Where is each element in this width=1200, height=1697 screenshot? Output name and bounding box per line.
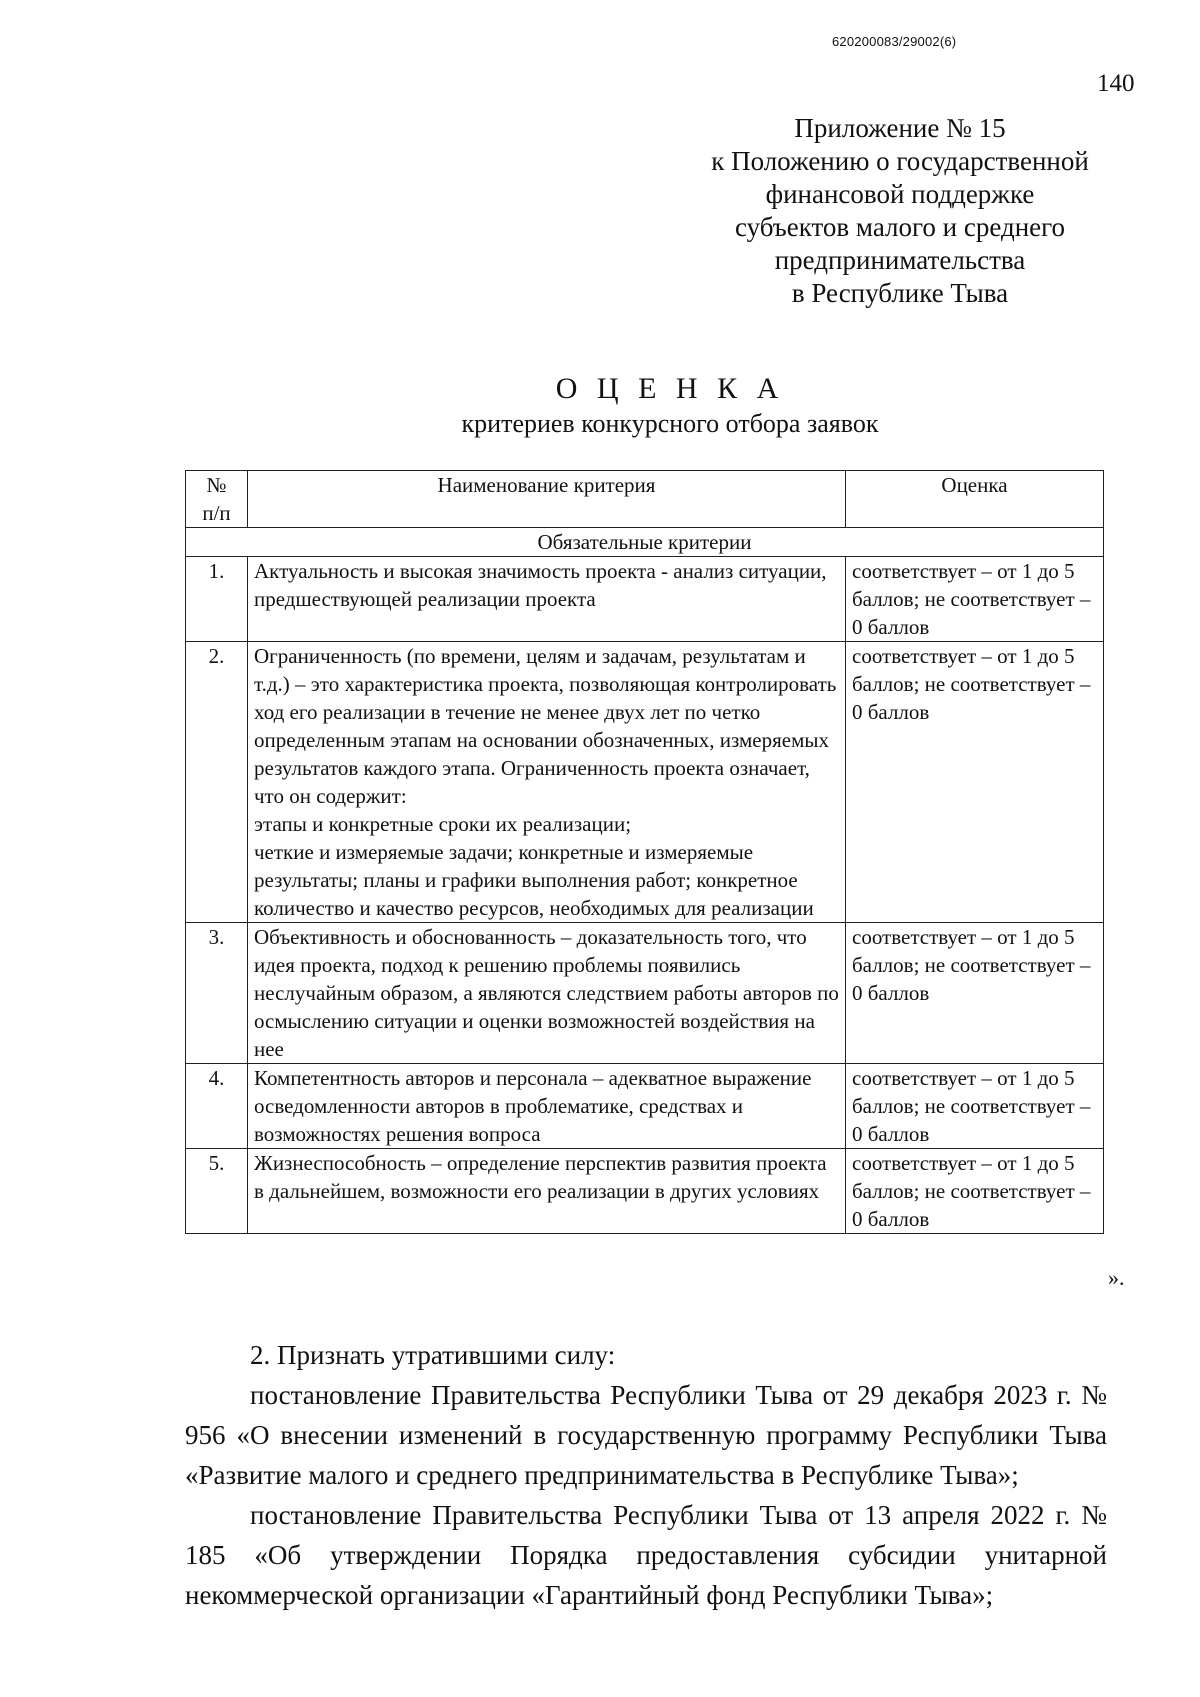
criterion-name xyxy=(248,642,846,923)
appendix-line: Приложение № 15 xyxy=(794,113,1006,143)
appendix-line: в Республике Тыва xyxy=(791,278,1009,308)
section-title: Обязательные критерии xyxy=(186,528,1104,557)
body-paragraph: постановление Правительства Республики Тыва от 29 декабря 2023 г. № 956 «О внесении изменений в государственную программу Республики Тыва «Развитие малого и среднего предпринимательства в Республике Тыва»; xyxy=(185,1380,1107,1490)
criterion-score: соответствует – от 1 до 5 баллов; не соответствует – 0 баллов xyxy=(846,1149,1104,1234)
criterion-name-part: Ограниченность (по времени, целям и задачам, результатам и т.д.) – это характеристика проекта, позволяющая контролировать ход его реализации в течение не менее двух лет по четко определенным этапам на основании обозначенных, измеряемых результатов каждого этапа. Ограниченность проекта означает, что он содержит: xyxy=(254,644,837,808)
criterion-name: Компетентность авторов и персонала – адекватное выражение осведомленности авторов в проблематике, средствах и возможностях решения вопроса xyxy=(248,1064,846,1149)
table-row xyxy=(186,1149,1104,1234)
criteria-table xyxy=(185,470,1104,1234)
criterion-score: соответствует – от 1 до 5 баллов; не соответствует – 0 баллов xyxy=(846,557,1104,642)
appendix-line: финансовой поддержке xyxy=(765,179,1035,209)
column-header-score: Оценка xyxy=(846,471,1104,528)
criterion-score: соответствует – от 1 до 5 баллов; не соответствует – 0 баллов xyxy=(846,642,1104,923)
document-subtitle: критериев конкурсного отбора заявок xyxy=(461,409,879,438)
table-row xyxy=(186,557,1104,642)
criterion-name: Жизнеспособность – определение перспектив развития проекта в дальнейшем, возможности его реализации в других условиях xyxy=(248,1149,846,1234)
body-item-2: 2. Признать утратившими силу: xyxy=(250,1340,616,1370)
column-header-number-line1: № xyxy=(206,473,227,497)
row-number: 2. xyxy=(186,642,248,923)
page-number: 140 xyxy=(1097,70,1135,97)
body-text xyxy=(185,1335,1107,1615)
column-header-name: Наименование критерия xyxy=(248,471,846,528)
appendix-line: предпринимательства xyxy=(774,245,1026,275)
appendix-header xyxy=(660,112,1140,310)
table-header-row xyxy=(186,471,1104,528)
document-title: О Ц Е Н К А xyxy=(555,372,785,405)
table-row xyxy=(186,923,1104,1064)
document-code: 620200083/29002(6) xyxy=(832,34,957,49)
section-row xyxy=(186,528,1104,557)
criterion-name-part: этапы и конкретные сроки их реализации; xyxy=(254,812,632,836)
row-number: 1. xyxy=(186,557,248,642)
column-header-number xyxy=(186,471,248,528)
row-number: 4. xyxy=(186,1064,248,1149)
row-number: 5. xyxy=(186,1149,248,1234)
criterion-score: соответствует – от 1 до 5 баллов; не соответствует – 0 баллов xyxy=(846,1064,1104,1149)
criterion-name: Актуальность и высокая значимость проекта - анализ ситуации, предшествующей реализации проекта xyxy=(248,557,846,642)
table-row xyxy=(186,1064,1104,1149)
criterion-name: Объективность и обоснованность – доказательность того, что идея проекта, подход к решению проблемы появились неслучайным образом, а являются следствием работы авторов по осмыслению ситуации и оценки возможностей воздействия на нее xyxy=(248,923,846,1064)
criterion-score: соответствует – от 1 до 5 баллов; не соответствует – 0 баллов xyxy=(846,923,1104,1064)
appendix-line: субъектов малого и среднего xyxy=(734,212,1066,242)
appendix-line: к Положению о государственной xyxy=(711,146,1089,176)
row-number: 3. xyxy=(186,923,248,1064)
criterion-name-part: четкие и измеряемые задачи; конкретные и измеряемые результаты; планы и графики выполнения работ; конкретное количество и качество ресурсов, необходимых для реализации xyxy=(254,840,814,920)
body-paragraph: постановление Правительства Республики Тыва от 13 апреля 2022 г. № 185 «Об утверждении Порядка предоставления субсидии унитарной некоммерческой организации «Гарантийный фонд Республики Тыва»; xyxy=(185,1500,1107,1610)
closing-quote: ». xyxy=(1108,1265,1125,1290)
column-header-number-line2: п/п xyxy=(202,501,231,525)
table-row xyxy=(186,642,1104,923)
